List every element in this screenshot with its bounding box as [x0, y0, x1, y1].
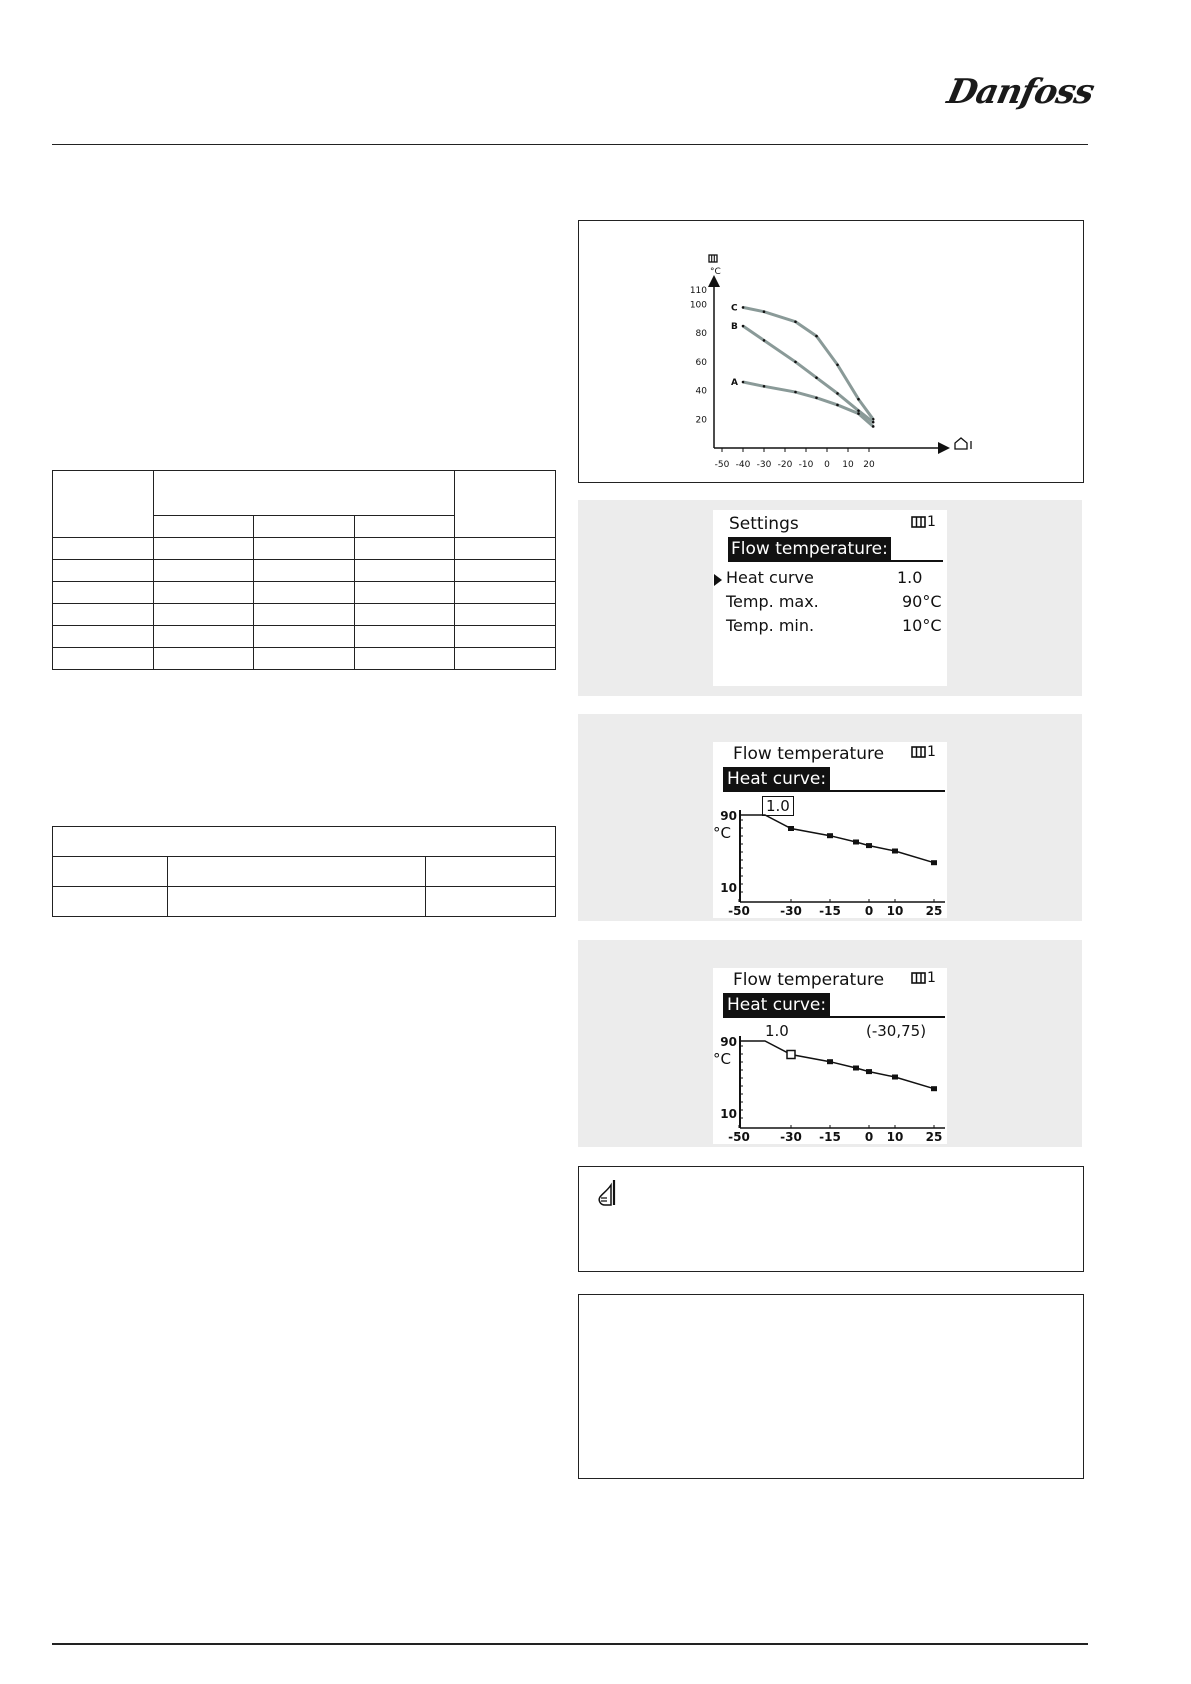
table-row — [53, 538, 556, 560]
heat-curves-figure — [578, 220, 1084, 483]
table-row — [53, 648, 556, 670]
y-unit-label: °C — [713, 1050, 731, 1068]
data-point — [742, 325, 745, 328]
data-point — [742, 306, 745, 309]
data-point — [815, 396, 818, 399]
menu-row-value: 1.0 — [897, 568, 923, 587]
x-tick-label: 20 — [863, 460, 875, 470]
settings-title: Settings — [729, 514, 799, 534]
curve-label-A: A — [731, 378, 738, 388]
selection-arrow-icon — [713, 573, 723, 587]
curve-point-marker — [827, 1059, 833, 1064]
y-tick-label: 80 — [695, 329, 707, 340]
menu-row-temp-max[interactable] — [713, 592, 947, 616]
curve-point-marker — [853, 1066, 859, 1071]
logo-text: Danfoss — [943, 72, 1098, 112]
lcd-x-tick-label: 0 — [864, 1130, 874, 1144]
section-heat-curve: Heat curve: — [723, 993, 830, 1017]
data-point — [794, 391, 797, 394]
table-1-header-cell — [254, 516, 354, 538]
table-1-header-cell — [154, 471, 455, 516]
curve-point-marker — [892, 1075, 898, 1080]
lcd-curve-line — [739, 1041, 934, 1089]
table-1-header-cell — [53, 471, 154, 538]
heat-curve-value-input[interactable]: 1.0 — [762, 796, 794, 816]
heat-curve-screen-2-panel — [578, 940, 1082, 1147]
data-point — [763, 385, 766, 388]
table-row — [53, 857, 556, 887]
curve-point-marker — [866, 1069, 872, 1074]
curve-point-marker — [853, 840, 859, 845]
table-row — [53, 604, 556, 626]
data-point — [763, 339, 766, 342]
section-underline — [728, 560, 943, 562]
data-table-2 — [52, 826, 556, 917]
lcd-x-tick-label: 10 — [886, 904, 904, 918]
lcd-x-tick-label: 0 — [864, 904, 874, 918]
menu-row-label: Heat curve — [726, 568, 814, 587]
data-point — [872, 421, 875, 424]
settings-screen-panel — [578, 500, 1082, 696]
menu-row-label: Temp. min. — [726, 616, 815, 635]
circuit-number: 1 — [927, 514, 936, 530]
heat-curves-chart — [579, 221, 1083, 482]
heat-curve-graph — [713, 742, 947, 918]
heat-curve-screen-1-panel — [578, 714, 1082, 921]
lcd-x-tick-label: -30 — [780, 904, 802, 918]
menu-row-temp-min[interactable] — [713, 616, 947, 640]
table-1-header-cell — [454, 471, 555, 538]
menu-row-value: 90°C — [902, 592, 942, 611]
heat-curve-lcd-1 — [713, 742, 947, 918]
curve-label-C: C — [731, 303, 738, 314]
outdoor-house-icon — [955, 438, 971, 449]
x-tick-label: -40 — [735, 460, 751, 470]
x-tick-label: 0 — [824, 460, 830, 470]
table-row — [53, 560, 556, 582]
x-tick-label: -20 — [777, 460, 793, 470]
lcd-y-tick-label: 90 — [720, 1035, 737, 1049]
menu-row-value: 10°C — [902, 616, 942, 635]
lcd-y-tick-label: 10 — [720, 1107, 737, 1121]
lcd-x-tick-label: 25 — [925, 904, 943, 918]
settings-lcd — [713, 510, 947, 686]
screen-title: Flow temperature — [733, 744, 885, 764]
pointing-hand-icon — [597, 1179, 621, 1209]
data-point — [742, 381, 745, 384]
circuit-indicator — [911, 514, 936, 530]
y-unit-label: °C — [710, 267, 721, 277]
x-tick-label: -30 — [756, 460, 772, 470]
section-flow-temperature[interactable]: Flow temperature: — [728, 537, 891, 561]
lcd-x-tick-label: -15 — [819, 904, 841, 918]
table-2-header-cell — [53, 827, 556, 857]
data-point — [857, 412, 860, 415]
data-table-1 — [52, 470, 556, 670]
x-tick-label: -10 — [798, 460, 814, 470]
table-1-header-cell — [354, 516, 454, 538]
lcd-x-tick-label: -50 — [728, 1130, 750, 1144]
radiator-icon — [709, 255, 717, 262]
lcd-x-tick-label: 10 — [886, 1130, 904, 1144]
data-point — [857, 398, 860, 401]
table-row — [53, 626, 556, 648]
curve-point-marker — [892, 849, 898, 854]
data-point — [794, 361, 797, 364]
y-tick-label: 20 — [695, 415, 707, 426]
y-unit-label: °C — [713, 824, 731, 842]
curve-point-marker — [788, 826, 794, 831]
footer-rule — [52, 1643, 1088, 1645]
data-point — [763, 310, 766, 313]
curve-point-marker — [931, 860, 937, 865]
screen-title: Flow temperature — [733, 970, 885, 990]
header-rule — [52, 144, 1088, 145]
curve-label-B: B — [731, 322, 738, 333]
curve-point-marker — [827, 833, 833, 838]
table-1-header-cell — [154, 516, 254, 538]
table-row — [53, 582, 556, 604]
lcd-x-tick-label: -30 — [780, 1130, 802, 1144]
data-point — [815, 335, 818, 338]
heat-curve-graph — [713, 968, 947, 1144]
circuit-number: 1 — [927, 970, 936, 986]
lcd-x-tick-label: -15 — [819, 1130, 841, 1144]
menu-row-heat-curve[interactable] — [713, 568, 947, 592]
lcd-x-tick-label: -50 — [728, 904, 750, 918]
y-tick-label: 110 — [689, 286, 707, 297]
series-line-B — [743, 326, 873, 422]
x-tick-label: -50 — [714, 460, 730, 470]
table-row — [53, 887, 556, 917]
heat-curve-value: 1.0 — [765, 1022, 789, 1040]
curve-point-marker — [931, 1086, 937, 1091]
lcd-y-tick-label: 90 — [720, 809, 737, 823]
heat-curve-lcd-2 — [713, 968, 947, 1144]
data-point — [794, 320, 797, 323]
info-box — [578, 1294, 1084, 1479]
series-line-C — [743, 307, 873, 419]
y-tick-label: 100 — [689, 300, 707, 311]
data-point — [815, 376, 818, 379]
circuit-number: 1 — [927, 744, 936, 760]
note-box — [578, 1166, 1084, 1272]
cursor-coordinate: (-30,75) — [866, 1022, 927, 1040]
x-tick-label: 10 — [842, 460, 854, 470]
danfoss-logo — [943, 66, 1098, 122]
radiator-icon — [911, 516, 927, 528]
curve-cursor-marker[interactable] — [787, 1051, 795, 1059]
y-tick-label: 40 — [695, 386, 707, 397]
lcd-y-tick-label: 10 — [720, 881, 737, 895]
section-heat-curve: Heat curve: — [723, 767, 830, 791]
lcd-x-tick-label: 25 — [925, 1130, 943, 1144]
y-tick-label: 60 — [695, 357, 707, 368]
data-point — [872, 425, 875, 428]
menu-row-label: Temp. max. — [726, 592, 819, 611]
data-point — [836, 404, 839, 407]
lcd-curve-line — [739, 815, 934, 863]
data-point — [836, 392, 839, 395]
curve-point-marker — [866, 843, 872, 848]
data-point — [836, 363, 839, 366]
